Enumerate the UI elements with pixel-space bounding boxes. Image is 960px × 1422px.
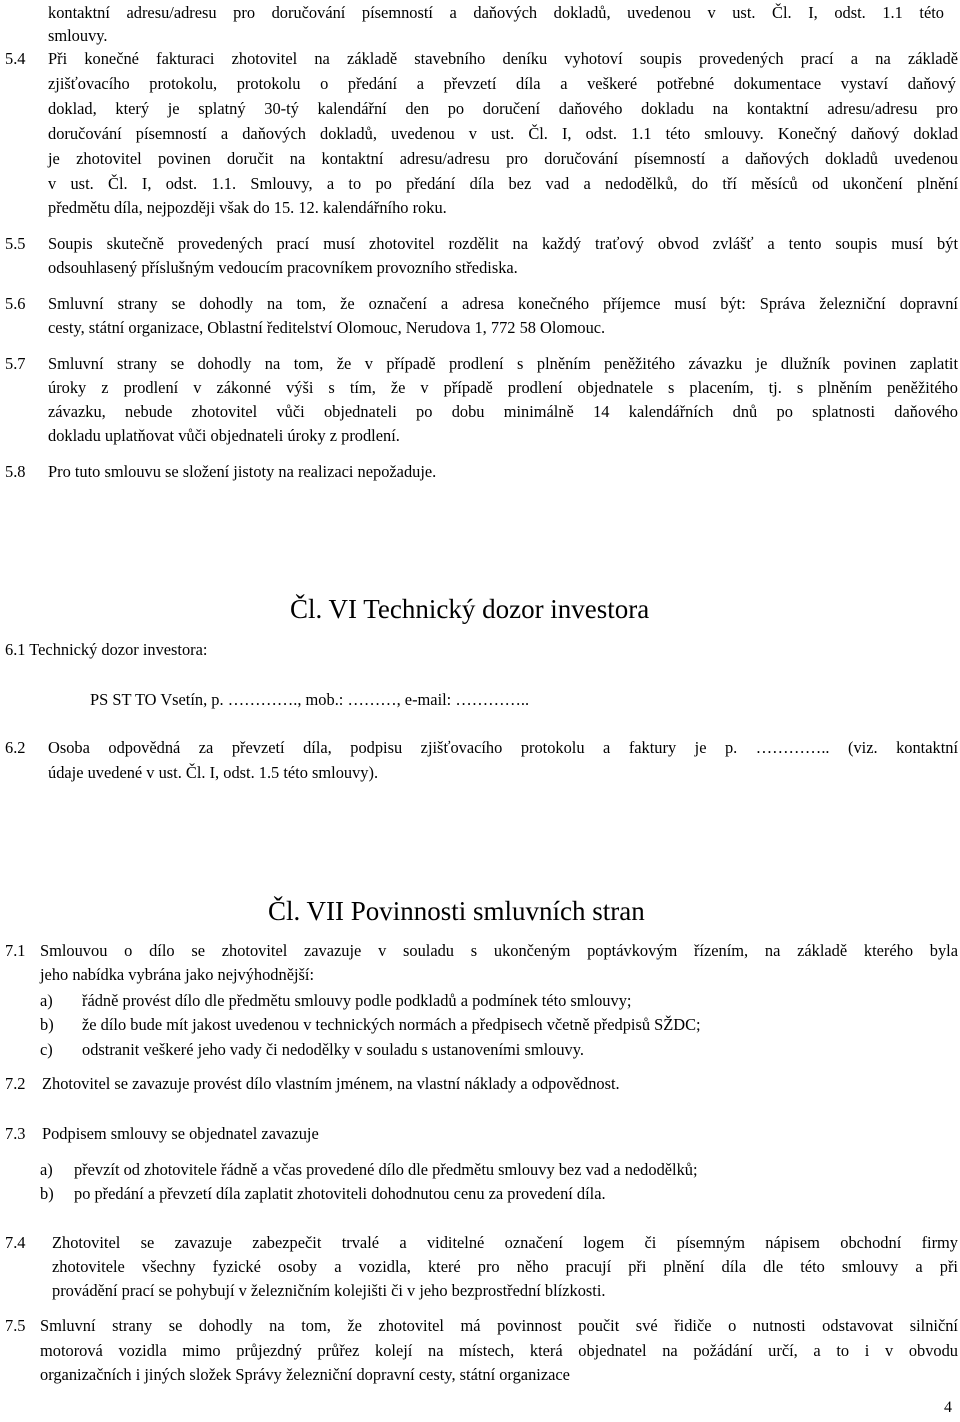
clause-line: 6.1 Technický dozor investora: <box>5 640 208 659</box>
page-number: 4 <box>944 1399 952 1416</box>
clause-number: 5.7 <box>5 354 26 373</box>
clause-line: Osoba odpovědná za převzetí díla, podpisu zjišťovacího protokolu a faktury je p. ………….. (viz. kontaktní <box>48 738 958 757</box>
section-heading: Čl. VI Technický dozor investora <box>290 594 650 624</box>
clause-line: závazku, nebude zhotovitel vůči objednateli po dobu minimálně 14 kalendářních dnů po splatnosti daňového <box>48 402 958 421</box>
continuation-line: kontaktní adresu/adresu pro doručování písemností a daňových dokladů, uvedenou v ust. Čl. I, odst. 1.1 této <box>48 3 944 22</box>
list-letter: c) <box>40 1040 53 1059</box>
clause-number: 6.2 <box>5 738 26 757</box>
clause-number: 7.1 <box>5 941 26 960</box>
clause-line: odsouhlasený příslušným vedoucím pracovníkem provozního střediska. <box>48 258 518 277</box>
list-item: převzít od zhotovitele řádně a včas provedené dílo dle předmětu smlouvy bez vad a nedodělků; <box>74 1160 698 1179</box>
list-item: po předání a převzetí díla zaplatit zhotoviteli dohodnutou cenu za provedení díla. <box>74 1184 606 1203</box>
clause-line: Smluvní strany se dohodly na tom, že zhotovitel má povinnost poučit své řidiče o nutnosti odstavovat silniční <box>40 1316 958 1335</box>
clause-line: Smlouvou o dílo se zhotovitel zavazuje v souladu s ukončeným poptávkovým řízením, na základě kterého byla <box>40 941 958 960</box>
clause-line: zhotovitele všechny fyzické osoby a vozidla, které pro něho pracují při plnění díla dle této smlouvy a při <box>52 1257 958 1276</box>
clause-line: organizačních i jiných složek Správy železniční dopravní cesty, státní organizace <box>40 1365 570 1384</box>
clause-number: 5.6 <box>5 294 26 313</box>
clause-line: údaje uvedené v ust. Čl. I, odst. 1.5 této smlouvy). <box>48 763 379 782</box>
list-letter: a) <box>40 1160 53 1179</box>
contact-line: PS ST TO Vsetín, p. …………., mob.: ………, e-mail: ………….. <box>90 690 530 709</box>
clause-line: v ust. Čl. I, odst. 1.1. Smlouvy, a to po předání díla bez vad a nedodělků, do tří měsíců od ukončení plnění <box>48 174 958 193</box>
list-item: řádně provést dílo dle předmětu smlouvy podle podkladů a podmínek této smlouvy; <box>82 991 632 1010</box>
clause-line: Smluvní strany se dohodly na tom, že označení a adresa konečného příjemce musí být: Správa železniční dopravní <box>48 294 958 313</box>
clause-line: zjišťovacího protokolu, protokolu o předání a převzetí díla a veškeré potřebné dokumentace vystaví daňový <box>48 74 956 93</box>
list-item: odstranit veškeré jeho vady či nedodělky v souladu s ustanoveními smlouvy. <box>82 1040 584 1059</box>
clause-line: jeho nabídka vybrána jako nejvýhodnější: <box>40 965 315 984</box>
section-heading: Čl. VII Povinnosti smluvních stran <box>268 896 645 926</box>
clause-number: 7.3 <box>5 1124 26 1143</box>
clause-number: 5.4 <box>5 49 26 68</box>
list-item: že dílo bude mít jakost uvedenou v technických normách a předpisech včetně předpisů SŽDC; <box>82 1015 701 1034</box>
clause-line: Podpisem smlouvy se objednatel zavazuje <box>42 1124 319 1143</box>
clause-number: 7.5 <box>5 1316 26 1335</box>
clause-line: doručování písemností a daňových dokladů, uvedenou v ust. Čl. I, odst. 1.1 této smlouvy. Konečný daňový doklad <box>48 124 958 143</box>
clause-number: 5.8 <box>5 462 26 481</box>
clause-line: motorová vozidla mimo průjezdný průřez kolejí na místech, která objednatel na požádání určí, a to i v obvodu <box>40 1341 958 1360</box>
continuation-line: smlouvy. <box>48 26 108 45</box>
list-letter: b) <box>40 1015 54 1034</box>
clause-number: 7.4 <box>5 1233 26 1252</box>
clause-line: doklad, který je splatný 30-tý kalendářní den po doručení daňového dokladu na kontaktní adresu/adresu pro <box>48 99 958 118</box>
clause-line: cesty, státní organizace, Oblastní ředitelství Olomouc, Nerudova 1, 772 58 Olomouc. <box>48 318 606 337</box>
clause-line: Při konečné fakturaci zhotovitel na základě stavebního deníku vyhotoví soupis provedených prací a na základě <box>48 49 958 68</box>
clause-number: 7.2 <box>5 1074 26 1093</box>
clause-line: Zhotovitel se zavazuje zabezpečit trvalé a viditelné označení logem či písemným nápisem obchodní firmy <box>52 1233 958 1252</box>
clause-line: Smluvní strany se dohodly na tom, že v případě prodlení s plněním peněžitého závazku je dlužník povinen zaplatit <box>48 354 958 373</box>
clause-line: je zhotovitel povinen doručit na kontaktní adresu/adresu pro doručování písemností a daňových dokladů uvedenou <box>48 149 958 168</box>
clause-line: Pro tuto smlouvu se složení jistoty na realizaci nepožaduje. <box>48 462 437 481</box>
list-letter: b) <box>40 1184 54 1203</box>
clause-line: předmětu díla, nejpozději však do 15. 12. kalendářního roku. <box>48 198 447 217</box>
clause-line: Zhotovitel se zavazuje provést dílo vlastním jménem, na vlastní náklady a odpovědnost. <box>42 1074 620 1093</box>
list-letter: a) <box>40 991 53 1010</box>
clause-number: 5.5 <box>5 234 26 253</box>
clause-line: dokladu uplatňovat vůči objednateli úroky z prodlení. <box>48 426 400 445</box>
clause-line: provádění prací se pohybují v železničním kolejišti či v jeho bezprostřední blízkosti. <box>52 1281 606 1300</box>
clause-line: Soupis skutečně provedených prací musí zhotovitel rozdělit na každý traťový obvod zvlášť a tento soupis musí být <box>48 234 958 253</box>
clause-line: úroky z prodlení v zákonné výši s tím, že v případě prodlení objednatele s placením, tj. s plněním peněžitého <box>48 378 958 397</box>
